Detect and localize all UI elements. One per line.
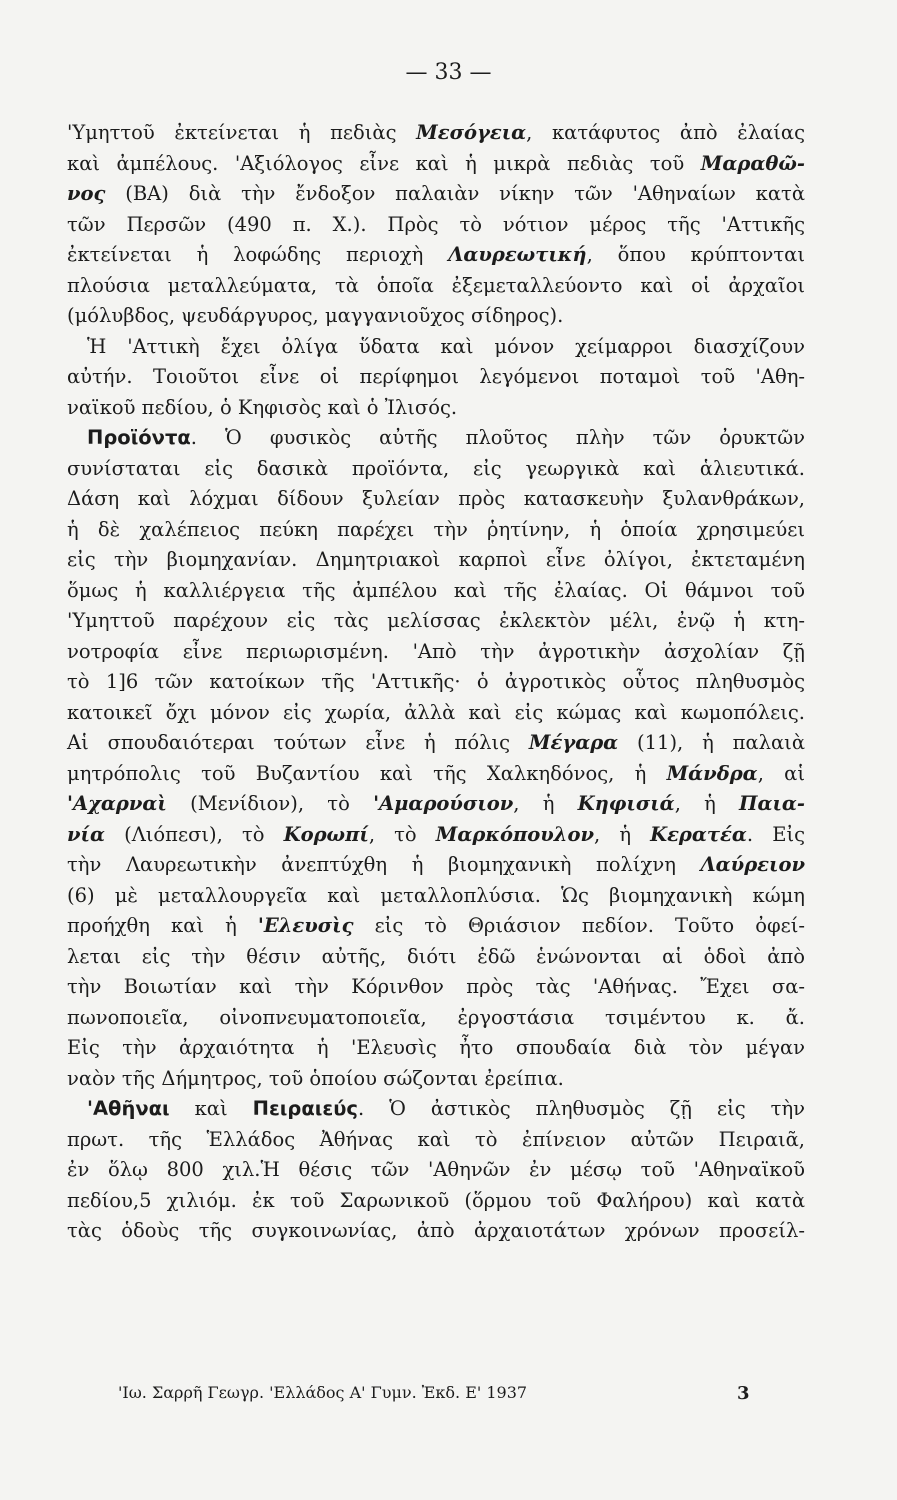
text-line [67,1094,805,1125]
text-run: ναὸν τῆς Δήμητρος, τοῦ ὁποίου σώζονται ἐρείπια. [67,1066,564,1090]
text-line [67,545,805,576]
text-run: καὶ ἀμπέλους. 'Αξιόλογος εἶνε καὶ ἡ μικρὰ πεδιὰς τοῦ [67,151,701,175]
emphasized-term: 'Αθῆναι [87,1097,170,1120]
text-line [67,454,805,485]
text-run: πρωτ. τῆς Ἑλλάδος Ἀθήνας καὶ τὸ ἐπίνειον αὐτῶν Πειραιᾶ, [67,1127,805,1151]
text-run: εἰς τὸ Θριάσιον πεδίον. Τοῦτο ὀφεί- [353,914,805,937]
text-run: πωνοποιεῖα, οἰνοπνευματοποιεῖα, ἐργοστάσια τσιμέντου κ. ἄ. [67,1005,805,1029]
body-text [67,118,805,1247]
text-line [67,1186,805,1217]
page-number: — 33 — [405,60,492,85]
emphasized-term: 'Αχαρναὶ [67,792,167,815]
text-line [67,332,805,363]
text-run: (μόλυβδος, ψευδάργυρος, μαγγανιοῦχος σίδηρος). [67,304,564,327]
text-line [67,240,805,271]
emphasized-term: Κηφισιά [577,792,675,815]
text-line [67,911,805,942]
text-run: , ἡ [674,792,740,815]
text-run: τὴν Βοιωτίαν καὶ τὴν Κόρινθον πρὸς τὰς 'Αθήνας. Ἔχει σα- [67,975,805,998]
text-line [67,820,805,851]
text-line [67,637,805,668]
text-run: τὴν Λαυρεωτικὴν ἀνεπτύχθη ἡ βιομηχανικὴ πολίχνη [67,853,701,876]
text-line [67,271,805,302]
signature-mark: 3 [737,1383,750,1404]
text-line [67,393,805,424]
text-run: ναϊκοῦ πεδίου, ὁ Κηφισὸς καὶ ὁ Ἰλισός. [67,395,458,419]
emphasized-term: Κορωπί [283,822,369,846]
text-run: (11), ἡ παλαιὰ [618,731,805,754]
text-run: , τὸ [368,822,436,846]
text-line [67,149,805,180]
text-run: . Εἰς [746,822,806,846]
text-run: 'Υμηττοῦ παρέχουν εἰς τὰς μελίσσας ἐκλεκτὸν μέλι, ἐνῷ ἡ κτη- [67,609,805,632]
text-run: ὅμως ἡ καλλιέργεια τῆς ἀμπέλου καὶ τῆς ἐλαίας. Οἱ θάμνοι τοῦ [67,578,805,602]
text-run: . Ὁ φυσικὸς αὐτῆς πλοῦτος πλὴν τῶν ὀρυκτῶν [190,426,805,449]
text-line [67,667,805,698]
emphasized-term: 'Αμαρούσιον [373,792,514,815]
emphasized-term: Μάνδρα [666,761,758,785]
text-run: . Ὁ ἀστικὸς πληθυσμὸς ζῇ εἰς τὴν [357,1097,805,1120]
text-line [67,850,805,881]
text-line [67,881,805,912]
text-run: κατοικεῖ ὄχι μόνον εἰς χωρία, ἀλλὰ καὶ εἰς κώμας καὶ κωμοπόλεις. [67,700,805,724]
text-run: ἡ δὲ χαλέπειος πεύκη παρέχει τὴν ῥητίνην, ἡ ὁποία χρησιμεύει [67,517,805,541]
text-run: , αἱ [757,761,805,785]
emphasized-term: νος [67,182,106,205]
text-run: , κατάφυτος ἀπὸ ἐλαίας [526,121,805,144]
text-line [67,210,805,241]
text-line [67,423,805,454]
text-run: (ΒΑ) διὰ τὴν ἔνδοξον παλαιὰν νίκην τῶν 'Αθηναίων κατὰ [105,182,805,205]
text-line [67,759,805,790]
text-run: (Μενίδιον), τὸ [166,792,374,815]
emphasized-term: Μέγαρα [528,731,619,754]
text-run: συνίσταται εἰς δασικὰ προϊόντα, εἰς γεωργικὰ καὶ ἁλιευτικά. [67,456,805,480]
emphasized-term: Μαραθῶ- [700,151,805,175]
footer-imprint: 'Ιω. Σαρρῆ Γεωγρ. 'Ελλάδος Α' Γυμν. Ἐκδ. Ε' 1937 [118,1383,528,1402]
text-line [67,1003,805,1034]
text-run: (6) μὲ μεταλλουργεῖα καὶ μεταλλοπλύσια. Ὡς βιομηχανικὴ κώμη [67,883,805,907]
text-run: 'Υμηττοῦ ἐκτείνεται ἡ πεδιὰς [67,121,417,144]
text-run: , ὅπου κρύπτονται [586,243,805,266]
text-line [67,576,805,607]
text-run: τὰς ὁδοὺς τῆς συγκοινωνίας, ἀπὸ ἀρχαιοτάτων χρόνων προσείλ- [67,1219,805,1242]
text-line [67,1033,805,1064]
text-run: αὐτήν. Τοιοῦτοι εἶνε οἱ περίφημοι λεγόμενοι ποταμοὶ τοῦ 'Αθη- [67,365,805,388]
emphasized-term: Πειραιεύς [252,1097,358,1120]
text-run: , ἡ [594,822,651,846]
emphasized-term: Μεσόγεια [416,121,527,144]
text-line [67,1125,805,1156]
text-line [67,515,805,546]
text-line [67,301,805,332]
text-run: πεδίου,5 χιλιόμ. ἐκ τοῦ Σαρωνικοῦ (ὅρμου τοῦ Φαλήρου) καὶ κατὰ [67,1188,805,1212]
emphasized-term: Παια- [739,792,806,815]
text-run: εἰς τὴν βιομηχανίαν. Δημητριακοὶ καρποὶ εἶνε ὀλίγοι, ἐκτεταμένη [67,548,805,571]
emphasized-term: 'Ελευσὶς [257,914,354,937]
emphasized-term: Κερατέα [650,822,747,846]
text-line [67,484,805,515]
text-line [67,1064,805,1095]
text-line [67,789,805,820]
text-line [67,1216,805,1247]
text-line [67,179,805,210]
text-run: Αἱ σπουδαιότεραι τούτων εἶνε ἡ πόλις [67,731,529,754]
text-run: Ἡ 'Αττικὴ ἔχει ὀλίγα ὕδατα καὶ μόνον χείμαρροι διασχίζουν [87,334,805,358]
text-run: ἐν ὅλῳ 800 χιλ.Ἡ θέσις τῶν 'Αθηνῶν ἐν μέσῳ τοῦ 'Αθηναϊκοῦ [67,1158,805,1181]
text-run: (Λιόπεσι), τὸ [104,822,284,846]
text-run: μητρόπολις τοῦ Βυζαντίου καὶ τῆς Χαλκηδόνος, ἡ [67,761,667,785]
text-run: λεται εἰς τὴν θέσιν αὐτῆς, διότι ἐδῶ ἑνώνονται αἱ ὁδοὶ ἀπὸ [67,944,805,968]
emphasized-term: Λαυρεωτική [448,243,587,266]
text-run: Δάση καὶ λόχμαι δίδουν ξυλείαν πρὸς κατασκευὴν ξυλανθράκων, [67,487,805,510]
text-run: τῶν Περσῶν (490 π. Χ.). Πρὸς τὸ νότιον μέρος τῆς 'Αττικῆς [67,212,805,236]
text-line [67,942,805,973]
text-line [67,698,805,729]
text-line [67,118,805,149]
text-line [67,972,805,1003]
text-run: πλούσια μεταλλεύματα, τὰ ὁποῖα ἐξεμεταλλεύοντο καὶ οἱ ἀρχαῖοι [67,273,805,297]
text-line [67,362,805,393]
emphasized-term: Μαρκόπουλον [435,822,594,846]
text-line [67,728,805,759]
emphasized-term: νία [67,822,105,846]
text-run: ἐκτείνεται ἡ λοφώδης περιοχὴ [67,243,449,266]
text-run: προήχθη καὶ ἡ [67,914,258,937]
emphasized-term: Λαύρειον [700,853,805,876]
text-run: καὶ [169,1097,253,1120]
text-line [67,1155,805,1186]
text-run: τὸ 1]6 τῶν κατοίκων τῆς 'Αττικῆς· ὁ ἀγροτικὸς οὗτος πληθυσμὸς [67,670,805,693]
emphasized-term: Προϊόντα [87,426,191,449]
text-run: , ἡ [513,792,578,815]
text-run: Εἰς τὴν ἀρχαιότητα ἡ 'Ελευσὶς ἦτο σπουδαία διὰ τὸν μέγαν [67,1036,805,1059]
text-run: νοτροφία εἶνε περιωρισμένη. 'Απὸ τὴν ἀγροτικὴν ἀσχολίαν ζῇ [67,639,805,663]
text-line [67,606,805,637]
